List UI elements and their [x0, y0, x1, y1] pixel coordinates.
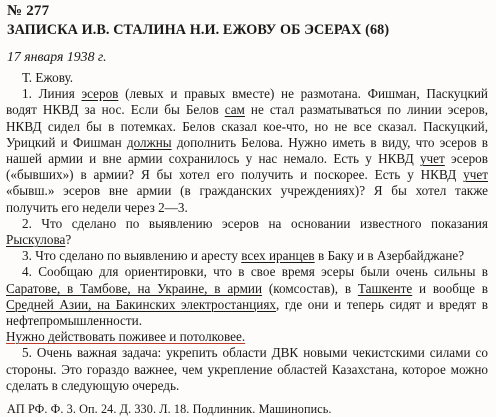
p4-text-b: (комсостав), в: [262, 280, 358, 296]
p2-text-b: ?: [65, 232, 72, 248]
document-body: [6, 70, 488, 394]
p4-text-a: 4. Сообщаю для ориентировки, что в свое время эсеры были очень сильны в: [22, 264, 488, 280]
p2-underlined-ryskulov: Рыскулова: [6, 232, 66, 248]
p1-text-e: эсеров («бывших») в армии? Я бы хотел его получить и поскорее. Есть у НКВД: [6, 151, 488, 183]
document-number: № 277: [7, 3, 50, 19]
paragraph-4-note: [6, 329, 488, 345]
p1-text-f: «бывш.» эсеров вне армии (в гражданских учреждениях)? Я бы хотел также получить его недели через 2—3.: [6, 183, 488, 215]
p3-text-a: 3. Что сделано по выявлению и аресту: [22, 248, 242, 264]
p1-underlined-uchet-1: учет: [419, 151, 445, 167]
p4-underlined-tashkent: Ташкенте: [357, 280, 413, 296]
p2-text-a: 2. Что сделано по выявлению эсеров на основании известного показания: [22, 215, 488, 231]
p1-underlined-esers: эсеров: [81, 86, 119, 102]
p1-text-c: не стал разматываться по линии эсеров, НКВД сидел бы в потемках. Белов сказал кое-что, но не все сказал. Паскуцкий, Урицкий и Фишман: [6, 102, 489, 150]
p4-text-d: , где они и теперь сидят и вредят в нефтепромышленности.: [6, 296, 488, 329]
addressee: Т. Ежову.: [22, 70, 74, 85]
p1-underlined-sam: сам: [224, 102, 245, 118]
paragraph-5: 5. Очень важная задача: укрепить области ДВК новыми чекистскими силами со стороны. Это гораздо важнее, чем укрепление областей Казахстана, которое можно сделать в следующую очередь.: [6, 345, 488, 393]
paragraph-4: [6, 264, 488, 329]
p3-text-b: в Баку и в Азербайджане?: [314, 248, 465, 264]
p1-text-b: (левых и правых вместе) не размотана. Фишман, Паскуцкий водят НКВД за нос. Если бы Белов: [6, 86, 488, 118]
paragraph-3: [6, 248, 488, 264]
document-date: 17 января 1938 г.: [7, 49, 107, 64]
p1-underlined-uchet-2: учет: [463, 167, 488, 183]
p4-underlined-central-asia: Средней Азии, на Бакинских электростанциях: [6, 296, 277, 312]
p1-text-d: дополнить Белова. Нужно иметь в виду, что эсеров в нашей армии и вне армии сохранилось у нас немало. Есть у НКВД: [6, 134, 488, 167]
document-title: ЗАПИСКА И.В. СТАЛИНА Н.И. ЕЖОВУ ОБ ЭСЕРАХ (68): [7, 22, 390, 38]
p3-underlined-iranians: всех иранцев: [241, 248, 315, 264]
p4-underlined-cities: Саратове, в Тамбове, на Украине, в армии: [6, 280, 263, 296]
archive-source: АП РФ. Ф. 3. Оп. 24. Д. 330. Л. 18. Подлинник. Машинопись.: [7, 402, 332, 417]
p4-underlined-note: Нужно действовать поживее и потолковее.: [6, 329, 246, 345]
p1-underlined-dolzhny: должны: [126, 134, 172, 150]
paragraph-1: [6, 86, 488, 216]
paragraph-2: [6, 216, 488, 248]
p4-text-c: и вообще в: [412, 280, 488, 296]
p1-text-a: 1. Линия: [22, 86, 82, 102]
